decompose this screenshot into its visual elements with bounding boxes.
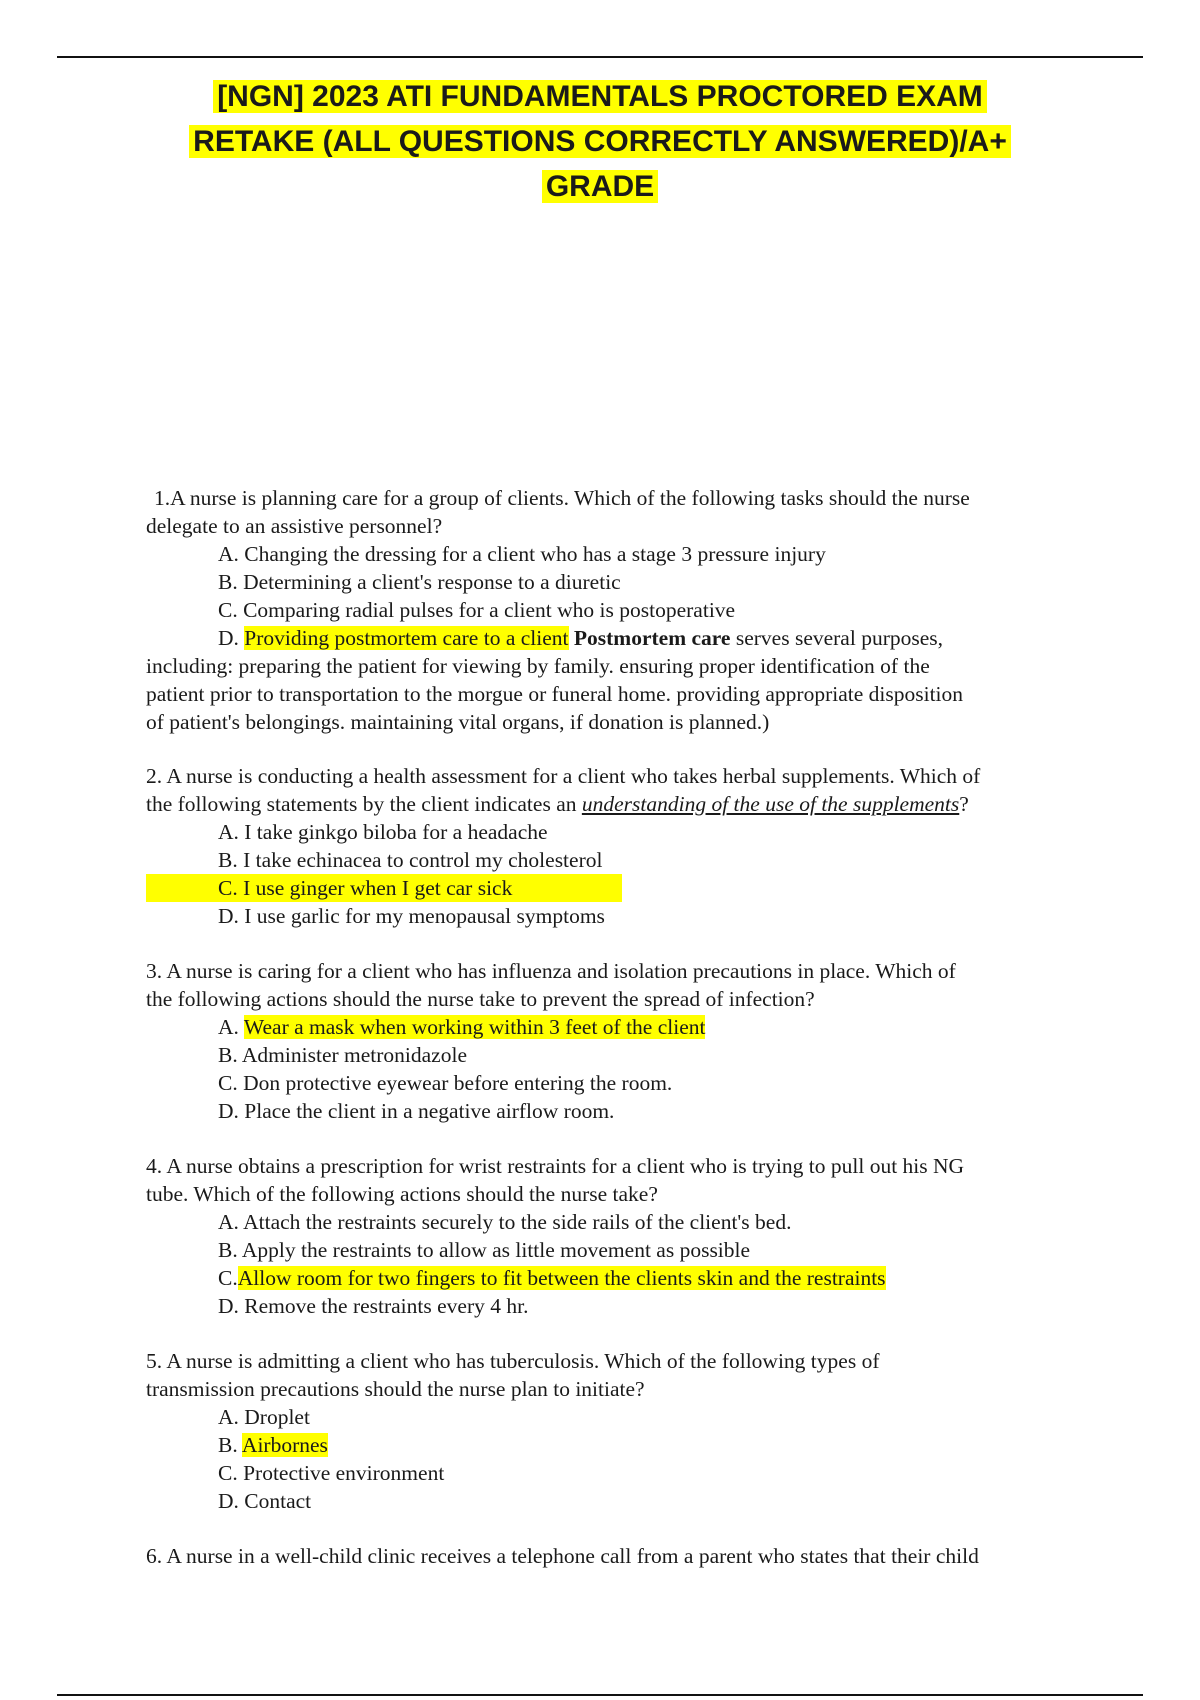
question-6: [146, 1542, 1096, 1570]
question-4-option-b: B. Apply the restraints to allow as little movement as possible: [218, 1238, 751, 1262]
question-2: [146, 762, 1096, 930]
question-3: [146, 957, 1096, 1125]
question-3-stem-a: 3. A nurse is caring for a client who has influenza and isolation precautions in place. Which of: [146, 959, 956, 983]
title-line-3: GRADE: [542, 170, 658, 203]
question-2-option-d: D. I use garlic for my menopausal symptoms: [218, 904, 605, 928]
rationale-bold-term: Postmortem care: [573, 626, 731, 650]
question-4-option-d: D. Remove the restraints every 4 hr.: [218, 1294, 529, 1318]
title-line-1: [NGN] 2023 ATI FUNDAMENTALS PROCTORED EXAM: [213, 80, 987, 113]
rationale-line-2: patient prior to transportation to the morgue or funeral home. providing appropriate disposition: [146, 682, 964, 706]
bottom-rule: [57, 1694, 1143, 1696]
question-4: [146, 1152, 1096, 1320]
correct-answer-highlight: Allow room for two fingers to fit between the clients skin and the restraints: [237, 1266, 886, 1290]
rationale-text: serves several purposes,: [735, 626, 944, 650]
question-4-option-a: A. Attach the restraints securely to the side rails of the client's bed.: [218, 1210, 792, 1234]
top-rule: [57, 56, 1143, 58]
question-2-stem-a: 2. A nurse is conducting a health assessment for a client who takes herbal supplements. Which of: [146, 764, 981, 788]
question-5-option-a: A. Droplet: [218, 1405, 310, 1429]
question-5-stem-b: transmission precautions should the nurse plan to initiate?: [146, 1377, 645, 1401]
stem-text: the following statements by the client indicates an: [146, 792, 577, 816]
option-letter: C.: [218, 1266, 238, 1290]
question-1-option-d: [146, 624, 1096, 652]
question-4-option-c: [146, 1264, 1096, 1292]
question-5-option-d: D. Contact: [218, 1489, 312, 1513]
rationale-line-3: of patient's belongings. maintaining vital organs, if donation is planned.): [146, 710, 770, 734]
document-title: [150, 74, 1050, 209]
question-5: [146, 1347, 1096, 1515]
question-5-option-b: [146, 1431, 1096, 1459]
question-5-stem-a: 5. A nurse is admitting a client who has tuberculosis. Which of the following types of: [146, 1349, 880, 1373]
question-3-option-d: D. Place the client in a negative airflow room.: [218, 1099, 615, 1123]
question-1-stem-a: 1.A nurse is planning care for a group of clients. Which of the following tasks should the nurse: [154, 486, 970, 510]
rationale-line-1: including: preparing the patient for viewing by family. ensuring proper identification of the: [146, 654, 930, 678]
question-4-stem-b: tube. Which of the following actions should the nurse take?: [146, 1182, 658, 1206]
question-2-option-a: A. I take ginkgo biloba for a headache: [218, 820, 548, 844]
question-5-option-c: C. Protective environment: [218, 1461, 445, 1485]
correct-answer-highlight: Providing postmortem care to a client: [244, 626, 569, 650]
question-1-option-c: C. Comparing radial pulses for a client who is postoperative: [218, 598, 736, 622]
question-1-option-b: B. Determining a client's response to a diuretic: [218, 570, 621, 594]
question-4-stem-a: 4. A nurse obtains a prescription for wrist restraints for a client who is trying to pull out his NG: [146, 1154, 965, 1178]
question-1: [146, 484, 1096, 736]
question-2-option-b: B. I take echinacea to control my cholesterol: [218, 848, 603, 872]
question-3-option-c: C. Don protective eyewear before entering the room.: [218, 1071, 673, 1095]
question-mark: ?: [959, 792, 969, 816]
question-3-stem-b: the following actions should the nurse take to prevent the spread of infection?: [146, 987, 815, 1011]
emphasized-phrase: understanding of the use of the supplements: [581, 792, 960, 816]
option-letter: A.: [218, 1015, 239, 1039]
option-letter: D.: [218, 626, 239, 650]
question-1-stem-b: delegate to an assistive personnel?: [146, 514, 443, 538]
title-line-2: RETAKE (ALL QUESTIONS CORRECTLY ANSWERED)/A+: [189, 125, 1011, 158]
question-2-option-c-correct: C. I use ginger when I get car sick: [146, 874, 622, 902]
question-2-stem-b: [146, 790, 1096, 818]
correct-answer-highlight: Airbornes: [241, 1433, 328, 1457]
correct-answer-highlight: Wear a mask when working within 3 feet of the client: [243, 1015, 706, 1039]
question-3-option-a: [146, 1013, 1096, 1041]
question-1-option-a: A. Changing the dressing for a client who has a stage 3 pressure injury: [218, 542, 826, 566]
question-6-stem-a: 6. A nurse in a well-child clinic receives a telephone call from a parent who states that their child: [146, 1544, 979, 1568]
option-letter: B.: [218, 1433, 238, 1457]
question-3-option-b: B. Administer metronidazole: [218, 1043, 467, 1067]
